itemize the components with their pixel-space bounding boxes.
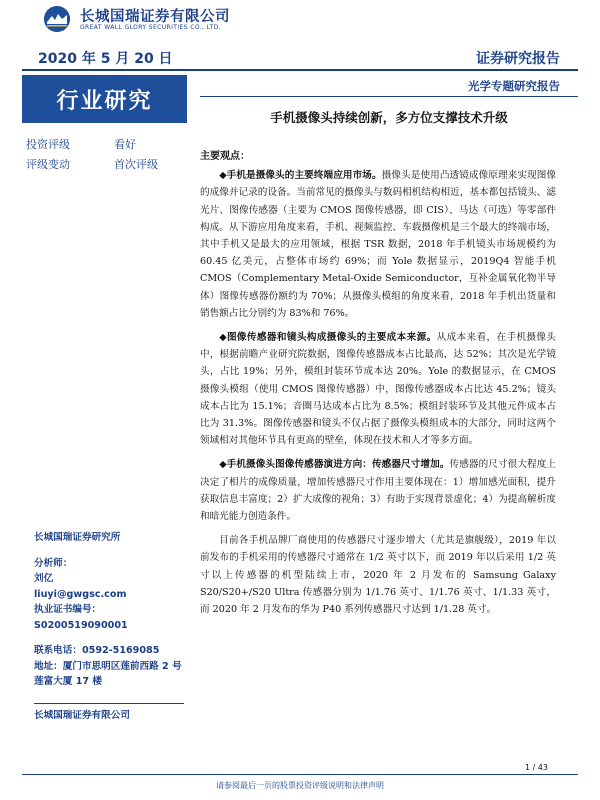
report-type: 证券研究报告 [476,51,560,67]
main-content [200,148,556,625]
subtitle-divider [200,96,578,97]
contact-phone: 联系电话：0592-5169085 [34,645,160,656]
footer-divider [22,774,578,775]
report-subtitle: 光学专题研究报告 [468,79,560,93]
analyst-info [34,530,194,723]
paragraph [200,167,556,322]
rating-key: 投资评级 [26,138,70,151]
analyst-email[interactable]: liuyi@gwgsc.com [34,588,127,600]
rating-value: 看好 [114,138,136,151]
analyst-name: 刘亿 [34,573,54,584]
analyst-label: 分析师： [34,557,73,569]
rating-row [22,134,187,154]
paragraph-body: 目前各手机品牌厂商使用的传感器尺寸逐步增大（尤其是旗舰级），2019 年以前发布的手机采用的传感器尺寸通常在 1/2 英寸以下，而 2019 年以后采用 1/2 英寸以上传感器的机型陆续上市，2020 年 2 月发布的 Samsung Galaxy S20/S20+/S20 Ultra 传感器分别为 1/1.76 英寸、1/1.76 英寸、1/1.33 英寸，而 2020 年 2 月发布的华为 P40 系列传感器尺寸达到 1/1.28 英寸。 [200,535,556,616]
paragraph-lead: ◆图像传感器和镜头构成摄像头的主要成本来源。 [219,332,437,344]
info-divider [34,703,184,704]
address-line: 莲富大厦 17 楼 [34,676,102,687]
license-number: 执业证书编号：S0200519090001 [34,604,128,631]
company-footer-name: 长城国瑞证券有限公司 [34,709,130,721]
industry-label-box [22,75,187,123]
paragraph-lead: ◆手机是摄像头的主要终端应用市场。 [219,170,382,182]
paragraph-body: 传感器的尺寸很大程度上决定了相片的成像质量，增加传感器尺寸作用主要体现在：1）增加感光面积，提升获取信息丰富度；2）扩大成像的视角；3）有助于实现背景虚化；4）为提高解析度和暗光能力创造条件。 [200,459,556,523]
company-logo-icon [44,6,70,32]
institute-name: 长城国瑞证券研究所 [34,532,121,543]
summary-heading: 主要观点： [200,151,250,162]
paragraph-lead: ◆手机摄像头图像传感器演进方向：传感器尺寸增加。 [219,459,450,471]
company-name-en: GREAT WALL GLORY SECURITIES CO., LTD. [80,24,221,31]
paragraph [200,329,556,449]
page-number: 1 / 43 [524,763,548,772]
rating-table [22,134,187,174]
company-name-cn: 长城国瑞证券有限公司 [80,9,230,25]
report-date: 2020 年 5 月 20 日 [38,51,173,67]
paragraph [200,456,556,525]
rating-row [22,154,187,174]
paragraph-body: 摄像头是使用凸透镜成像原理来实现图像的成像并记录的设备。当前常见的摄像头与数码相机结构相近，基本都包括镜头、滤光片、图像传感器（主要为 CMOS 图像传感器，即 CIS）、马达（可选）等零部件构成。从下游应用角度来看，手机、视频监控、车载摄像机是三个最大的终端市场，其中手机又是最大的应用领域，根据 TSR 数据，2018 年手机镜头市场规模约为 60.45 亿美元，占整体市场约 69%；而 Yole 数据显示，2019Q4 智能手机 CMOS（Complementary Metal-Oxide Semiconductor，互补金属氧化物半导体）图像传感器份额约为 70%；从摄像头模组的角度来看，2018 年手机出货量和销售额占比分别约为 83%和 76%。 [200,170,556,319]
report-title: 手机摄像头持续创新，多方位支撑技术升级 [270,110,508,125]
paragraph-body: 从成本来看，在手机摄像头中，根据前瞻产业研究院数据，图像传感器成本占比最高，达 52%；其次是光学镜头，占比 19%；另外，模组封装环节成本达 20%。Yole 的数据显示，在 CMOS 摄像头模组（使用 CMOS 图像传感器）中，图像传感器成本占比达 45.2%；镜头成本占比为 15.1%；音圈马达成本占比为 8.5%；模组封装环节及其他元件成本占比为 31.3%。图像传感器和镜头不仅占据了摄像头模组成本的大部分，同时这两个领域相对其他环节具有更高的壁垒，体现在技术和人才等多方面。 [200,332,556,447]
footer-disclaimer[interactable]: 请参阅最后一页的股票投资评级说明和法律声明 [216,781,384,790]
paragraph [200,532,556,618]
rating-value: 首次评级 [114,158,158,171]
report-header [0,0,600,40]
address-line: 地址：厦门市思明区莲前西路 2 号 [34,660,182,672]
rating-key: 评级变动 [26,158,70,171]
header-divider [22,69,578,71]
industry-label: 行业研究 [56,88,153,114]
